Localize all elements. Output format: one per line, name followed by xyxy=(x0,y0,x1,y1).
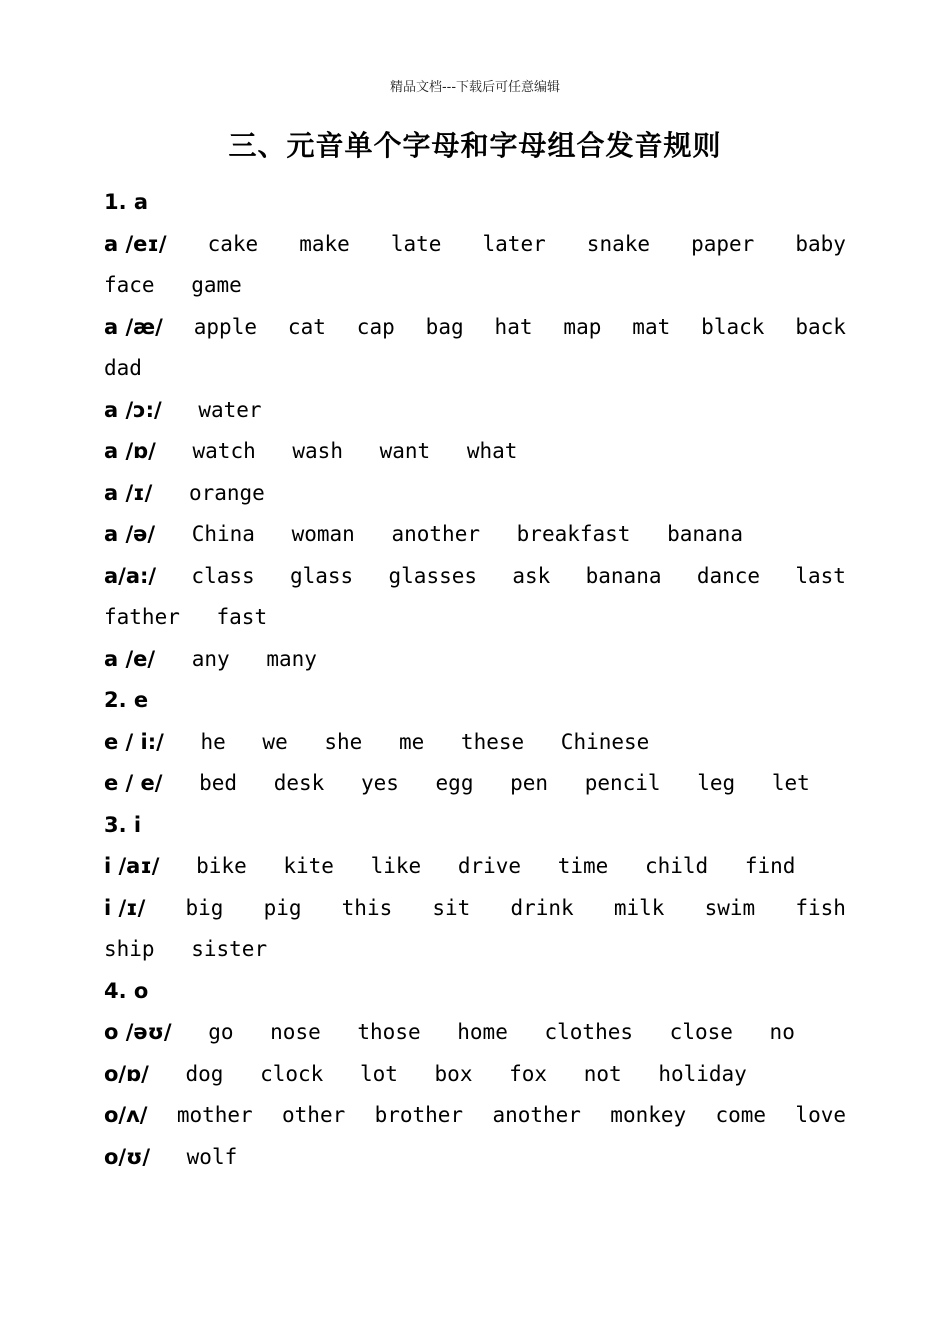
word: clock xyxy=(260,1061,324,1086)
section-heading-i: 3. i xyxy=(104,812,142,837)
section-heading-a: 1. a xyxy=(104,190,149,214)
word: lot xyxy=(359,1061,398,1086)
section-heading-e: 2. e xyxy=(104,688,149,712)
word: ship xyxy=(104,937,155,961)
word: love xyxy=(795,1103,846,1127)
word: sister xyxy=(191,937,268,961)
rule-line xyxy=(104,514,846,556)
word: other xyxy=(282,1103,346,1127)
word: bag xyxy=(425,314,464,339)
rule-line-continued xyxy=(104,929,846,971)
document-body xyxy=(104,182,846,1178)
word: breakfast xyxy=(516,522,631,546)
word: another xyxy=(492,1103,581,1127)
word: child xyxy=(644,854,709,878)
word: come xyxy=(715,1103,767,1127)
word: kite xyxy=(283,854,334,878)
phonetic-label: o/ʌ/ xyxy=(104,1103,148,1127)
word: Chinese xyxy=(560,729,650,754)
phonetic-label: a /æ/ xyxy=(104,314,163,339)
word: dog xyxy=(185,1061,224,1086)
word: late xyxy=(390,231,442,256)
word: back xyxy=(795,314,846,339)
phonetic-label: o /əʊ/ xyxy=(104,1020,172,1044)
word: face xyxy=(104,273,155,297)
word: banana xyxy=(667,522,743,546)
word: map xyxy=(563,314,602,339)
word: black xyxy=(701,314,765,339)
word: glass xyxy=(289,563,354,588)
phonetic-label: i /ɪ/ xyxy=(104,895,146,920)
word: woman xyxy=(291,522,355,546)
word: cat xyxy=(287,314,326,339)
word: big xyxy=(185,895,224,920)
word: drive xyxy=(457,854,522,878)
word: cake xyxy=(207,231,259,256)
rule-line-continued xyxy=(104,265,846,307)
word: game xyxy=(191,273,242,297)
rule-line xyxy=(104,722,846,764)
word: what xyxy=(466,439,518,463)
rule-line xyxy=(104,224,846,266)
word: not xyxy=(583,1061,622,1086)
word: yes xyxy=(360,771,399,795)
word: holiday xyxy=(658,1061,747,1086)
phonetic-label: a /ɪ/ xyxy=(104,480,153,505)
phonetic-label: a /eɪ/ xyxy=(104,231,167,256)
word: hat xyxy=(494,314,533,339)
rule-line xyxy=(104,556,846,598)
word: apple xyxy=(193,314,257,339)
word: fast xyxy=(216,605,268,629)
word: make xyxy=(299,231,350,256)
word: find xyxy=(744,854,796,878)
word: time xyxy=(557,854,609,878)
word: me xyxy=(398,729,425,754)
word: pencil xyxy=(584,771,661,795)
rule-line xyxy=(104,473,846,515)
word: baby xyxy=(795,231,846,256)
rule-line xyxy=(104,307,846,349)
phonetic-label: a /ɔ:/ xyxy=(104,397,162,422)
word: close xyxy=(669,1020,733,1044)
word: monkey xyxy=(610,1103,687,1127)
word: last xyxy=(795,563,846,588)
word: drink xyxy=(510,895,574,920)
rule-line xyxy=(104,1137,846,1179)
word: swim xyxy=(704,895,756,920)
rule-line xyxy=(104,1054,846,1096)
word: father xyxy=(104,605,180,629)
word: water xyxy=(198,397,262,422)
word: mother xyxy=(176,1103,253,1127)
word: snake xyxy=(586,231,651,256)
word: another xyxy=(391,522,480,546)
header-note: 精品文档---下载后可任意编辑 xyxy=(389,80,561,95)
word: paper xyxy=(691,231,755,256)
word: this xyxy=(341,895,393,920)
word: we xyxy=(262,729,288,754)
word: egg xyxy=(435,771,474,795)
word: watch xyxy=(192,439,256,463)
word: leg xyxy=(697,771,736,795)
word: bed xyxy=(199,771,238,795)
word: wash xyxy=(292,439,343,463)
word: desk xyxy=(273,771,325,795)
word: class xyxy=(191,563,255,588)
word: box xyxy=(434,1061,473,1086)
word: many xyxy=(266,646,317,671)
phonetic-label: o/ɒ/ xyxy=(104,1061,149,1086)
word: fish xyxy=(795,895,846,920)
rule-line xyxy=(104,763,846,805)
word: go xyxy=(208,1020,234,1044)
word: dance xyxy=(696,563,761,588)
rule-line xyxy=(104,1012,846,1054)
phonetic-label: a/a:/ xyxy=(104,563,157,588)
word: wolf xyxy=(186,1144,238,1169)
phonetic-label: e / e/ xyxy=(104,771,163,795)
word: bike xyxy=(196,854,247,878)
page-title: 三、元音单个字母和字母组合发音规则 xyxy=(228,129,722,162)
word: banana xyxy=(585,563,662,588)
word: brother xyxy=(374,1103,464,1127)
phonetic-label: i /aɪ/ xyxy=(104,854,160,878)
word: orange xyxy=(188,480,265,505)
word: these xyxy=(460,729,525,754)
phonetic-label: a /ə/ xyxy=(104,522,156,546)
phonetic-label: e / i:/ xyxy=(104,729,164,754)
word: cap xyxy=(356,314,395,339)
word: sit xyxy=(432,895,471,920)
rule-line xyxy=(104,639,846,681)
rule-line xyxy=(104,390,846,432)
phonetic-label: a /ɒ/ xyxy=(104,439,156,463)
word: glasses xyxy=(388,563,478,588)
word: milk xyxy=(613,895,665,920)
word: later xyxy=(482,231,546,256)
section-heading-o: 4. o xyxy=(104,978,149,1003)
word: like xyxy=(370,854,422,878)
word: any xyxy=(191,646,230,671)
word: let xyxy=(771,771,810,795)
word: want xyxy=(379,439,431,463)
word: clothes xyxy=(544,1020,634,1044)
rule-line xyxy=(104,846,846,888)
word: pen xyxy=(510,771,549,795)
word: he xyxy=(200,729,226,754)
word: home xyxy=(457,1020,508,1044)
word: pig xyxy=(263,895,302,920)
rule-line xyxy=(104,1095,846,1137)
rule-line-continued xyxy=(104,348,846,390)
word: no xyxy=(769,1020,795,1044)
rule-line-continued xyxy=(104,597,846,639)
word: ask xyxy=(512,563,551,588)
phonetic-label: a /e/ xyxy=(104,646,156,671)
word: nose xyxy=(270,1020,321,1044)
word: those xyxy=(357,1020,421,1044)
rule-line xyxy=(104,888,846,930)
phonetic-label: o/ʊ/ xyxy=(104,1144,150,1169)
word: she xyxy=(324,729,363,754)
word: China xyxy=(191,522,255,546)
word: dad xyxy=(104,356,142,380)
word: fox xyxy=(509,1061,548,1086)
rule-line xyxy=(104,431,846,473)
word: mat xyxy=(632,314,671,339)
